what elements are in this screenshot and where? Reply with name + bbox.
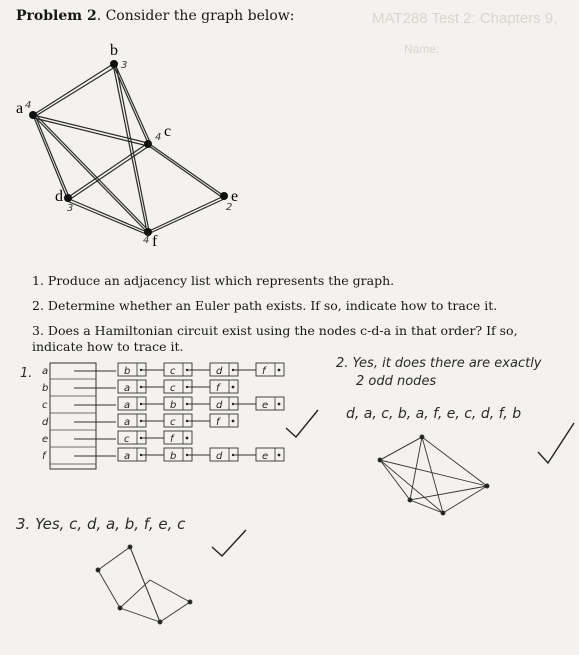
check-mark-1 xyxy=(286,410,318,437)
question-3-text: Does a Hamiltonian circuit exist using the nodes c-d-a in that order? If so, indicate how to trace it. xyxy=(32,323,518,354)
question-3 xyxy=(32,323,552,355)
adjacency-cell-value: a xyxy=(124,417,131,428)
adjacency-pointer-dot xyxy=(232,369,234,371)
adjacency-null-dot xyxy=(232,420,235,423)
ghost-course-title: MAT288 Test 2: Chapters 9, xyxy=(372,10,558,27)
adjacency-list-drawing xyxy=(42,363,284,469)
question-2-num: 2. xyxy=(32,298,44,313)
degree-a: 4 xyxy=(25,100,32,111)
adjacency-pointer-dot xyxy=(232,403,234,405)
check-mark-3 xyxy=(212,530,246,556)
edge-a-b xyxy=(33,64,113,115)
adjacency-cell-value: d xyxy=(216,366,223,377)
question-2 xyxy=(32,298,552,314)
hamilton-sketch xyxy=(96,545,192,624)
node-c xyxy=(144,140,152,148)
question-2-text: Determine whether an Euler path exists. If so, indicate how to trace it. xyxy=(47,298,498,313)
node-a xyxy=(29,111,37,119)
adjacency-cell-value: f xyxy=(262,366,266,377)
check-mark-2 xyxy=(538,423,574,463)
edge-b-f xyxy=(113,64,147,232)
edge-e-f xyxy=(147,196,224,232)
adjacency-cell-value: c xyxy=(170,417,176,428)
node-b xyxy=(110,60,118,68)
adjacency-cell-value: b xyxy=(170,400,177,411)
answer-2-line1: 2. Yes, it does there are exactly xyxy=(336,356,542,371)
adjacency-pointer-dot xyxy=(140,386,142,388)
degree-c: 4 xyxy=(155,132,162,143)
adjacency-pointer-dot xyxy=(140,369,142,371)
adjacency-pointer-dot xyxy=(186,420,188,422)
adjacency-pointer-dot xyxy=(232,454,234,456)
question-1-text: Produce an adjacency list which represents the graph. xyxy=(47,273,395,288)
answer-3-text: 3. Yes, c, d, a, b, f, e, c xyxy=(16,515,186,533)
node-label-f: f xyxy=(152,233,158,250)
adjacency-cell-value: a xyxy=(124,383,131,394)
adjacency-node-label: e xyxy=(42,434,49,445)
problem-label: Problem 2 xyxy=(16,8,97,24)
adjacency-cell-value: f xyxy=(170,434,174,445)
adjacency-cell-value: f xyxy=(216,383,220,394)
node-label-e: e xyxy=(231,188,239,205)
adjacency-null-dot xyxy=(186,437,189,440)
node-e xyxy=(220,192,228,200)
edge-d-f xyxy=(67,198,147,232)
degree-e: 2 xyxy=(226,202,233,213)
node-label-b: b xyxy=(110,42,118,59)
adjacency-null-dot xyxy=(278,403,281,406)
node-label-c: c xyxy=(164,123,172,140)
adjacency-cell-value: a xyxy=(124,400,131,411)
question-3-num: 3. xyxy=(32,323,44,338)
adjacency-null-dot xyxy=(278,454,281,457)
adjacency-cell-value: c xyxy=(124,434,130,445)
question-1-num: 1. xyxy=(32,273,44,288)
adjacency-pointer-dot xyxy=(140,420,142,422)
adjacency-pointer-dot xyxy=(186,386,188,388)
adjacency-cell-value: e xyxy=(262,400,269,411)
edge-a-d xyxy=(33,115,67,198)
adjacency-cell-value: b xyxy=(124,366,131,377)
adjacency-pointer-dot xyxy=(186,369,188,371)
degree-b: 3 xyxy=(121,60,128,71)
adjacency-cell-value: c xyxy=(170,383,176,394)
adjacency-cell-value: b xyxy=(170,451,177,462)
answer-2-line2: 2 odd nodes xyxy=(356,374,437,389)
adjacency-pointer-dot xyxy=(140,437,142,439)
edge-c-e xyxy=(148,143,224,196)
degree-f: 4 xyxy=(143,235,150,246)
adjacency-node-label: a xyxy=(42,366,49,377)
answer-2-path: d, a, c, b, a, f, e, c, d, f, b xyxy=(346,406,522,422)
adjacency-cell-value: f xyxy=(216,417,220,428)
adjacency-pointer-dot xyxy=(186,454,188,456)
adjacency-node-label: b xyxy=(42,383,49,394)
answer-1-num: 1. xyxy=(20,366,33,381)
adjacency-null-dot xyxy=(232,386,235,389)
node-label-a: a xyxy=(16,100,24,117)
adjacency-node-label: c xyxy=(42,400,48,411)
adjacency-cell-value: a xyxy=(124,451,131,462)
node-label-d: d xyxy=(55,188,63,205)
adjacency-cell-value: e xyxy=(262,451,269,462)
graph-edges xyxy=(33,64,224,234)
question-1 xyxy=(32,273,552,289)
euler-sketch xyxy=(378,435,489,515)
adjacency-pointer-dot xyxy=(140,454,142,456)
adjacency-node-label: d xyxy=(42,417,49,428)
node-d xyxy=(64,194,72,202)
edge-c-d xyxy=(67,143,148,198)
adjacency-null-dot xyxy=(278,369,281,372)
adjacency-node-label: f xyxy=(42,451,46,462)
adjacency-cell-value: c xyxy=(170,366,176,377)
adjacency-cell-value: d xyxy=(216,451,223,462)
adjacency-pointer-dot xyxy=(140,403,142,405)
adjacency-cell-value: d xyxy=(216,400,223,411)
ghost-name-label: Name: xyxy=(404,42,440,56)
degree-d: 3 xyxy=(67,203,74,214)
problem-intro: . Consider the graph below: xyxy=(96,8,295,24)
adjacency-pointer-dot xyxy=(186,403,188,405)
